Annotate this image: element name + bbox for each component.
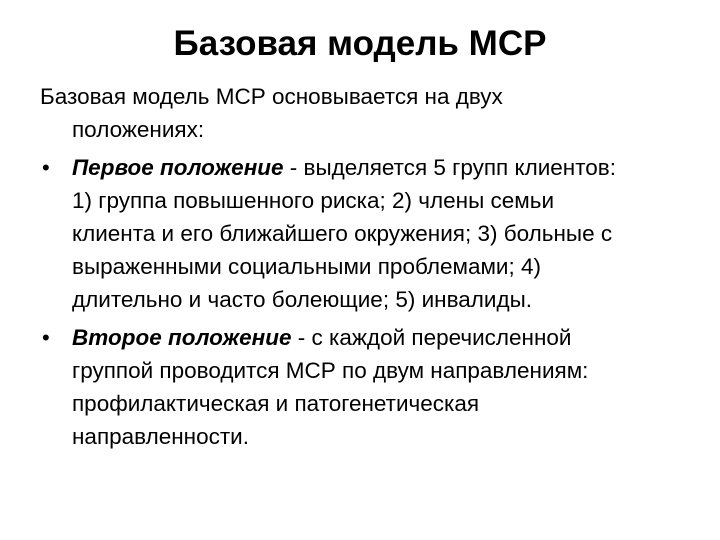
bullet-term: Второе положение bbox=[72, 325, 292, 350]
bullet-text: выделяется 5 групп клиентов: 1) группа повышенного риска; 2) члены семьи клиента и его ближайшего окружения; 3) больные с выраженными социальными проблемами; 4) длительно и часто болеющие; 5) инвалиды. bbox=[72, 155, 616, 312]
slide-title: Базовая модель МСР bbox=[173, 24, 547, 63]
bullet-item-second bbox=[40, 321, 640, 453]
bullet-separator: - bbox=[283, 155, 304, 180]
slide-body bbox=[40, 80, 640, 458]
bullet-icon: • bbox=[42, 155, 50, 180]
bullet-term: Первое положение bbox=[72, 155, 284, 180]
bullet-item-first bbox=[40, 151, 640, 316]
bullet-separator: - bbox=[291, 325, 312, 350]
bullet-icon: • bbox=[42, 325, 50, 350]
intro-paragraph: Базовая модель МСР основывается на двух положениях: bbox=[40, 84, 503, 142]
bullet-text: с каждой перечисленной группой проводится МСР по двум направлениям: профилактическая и патогенетическая направленности. bbox=[72, 325, 589, 449]
